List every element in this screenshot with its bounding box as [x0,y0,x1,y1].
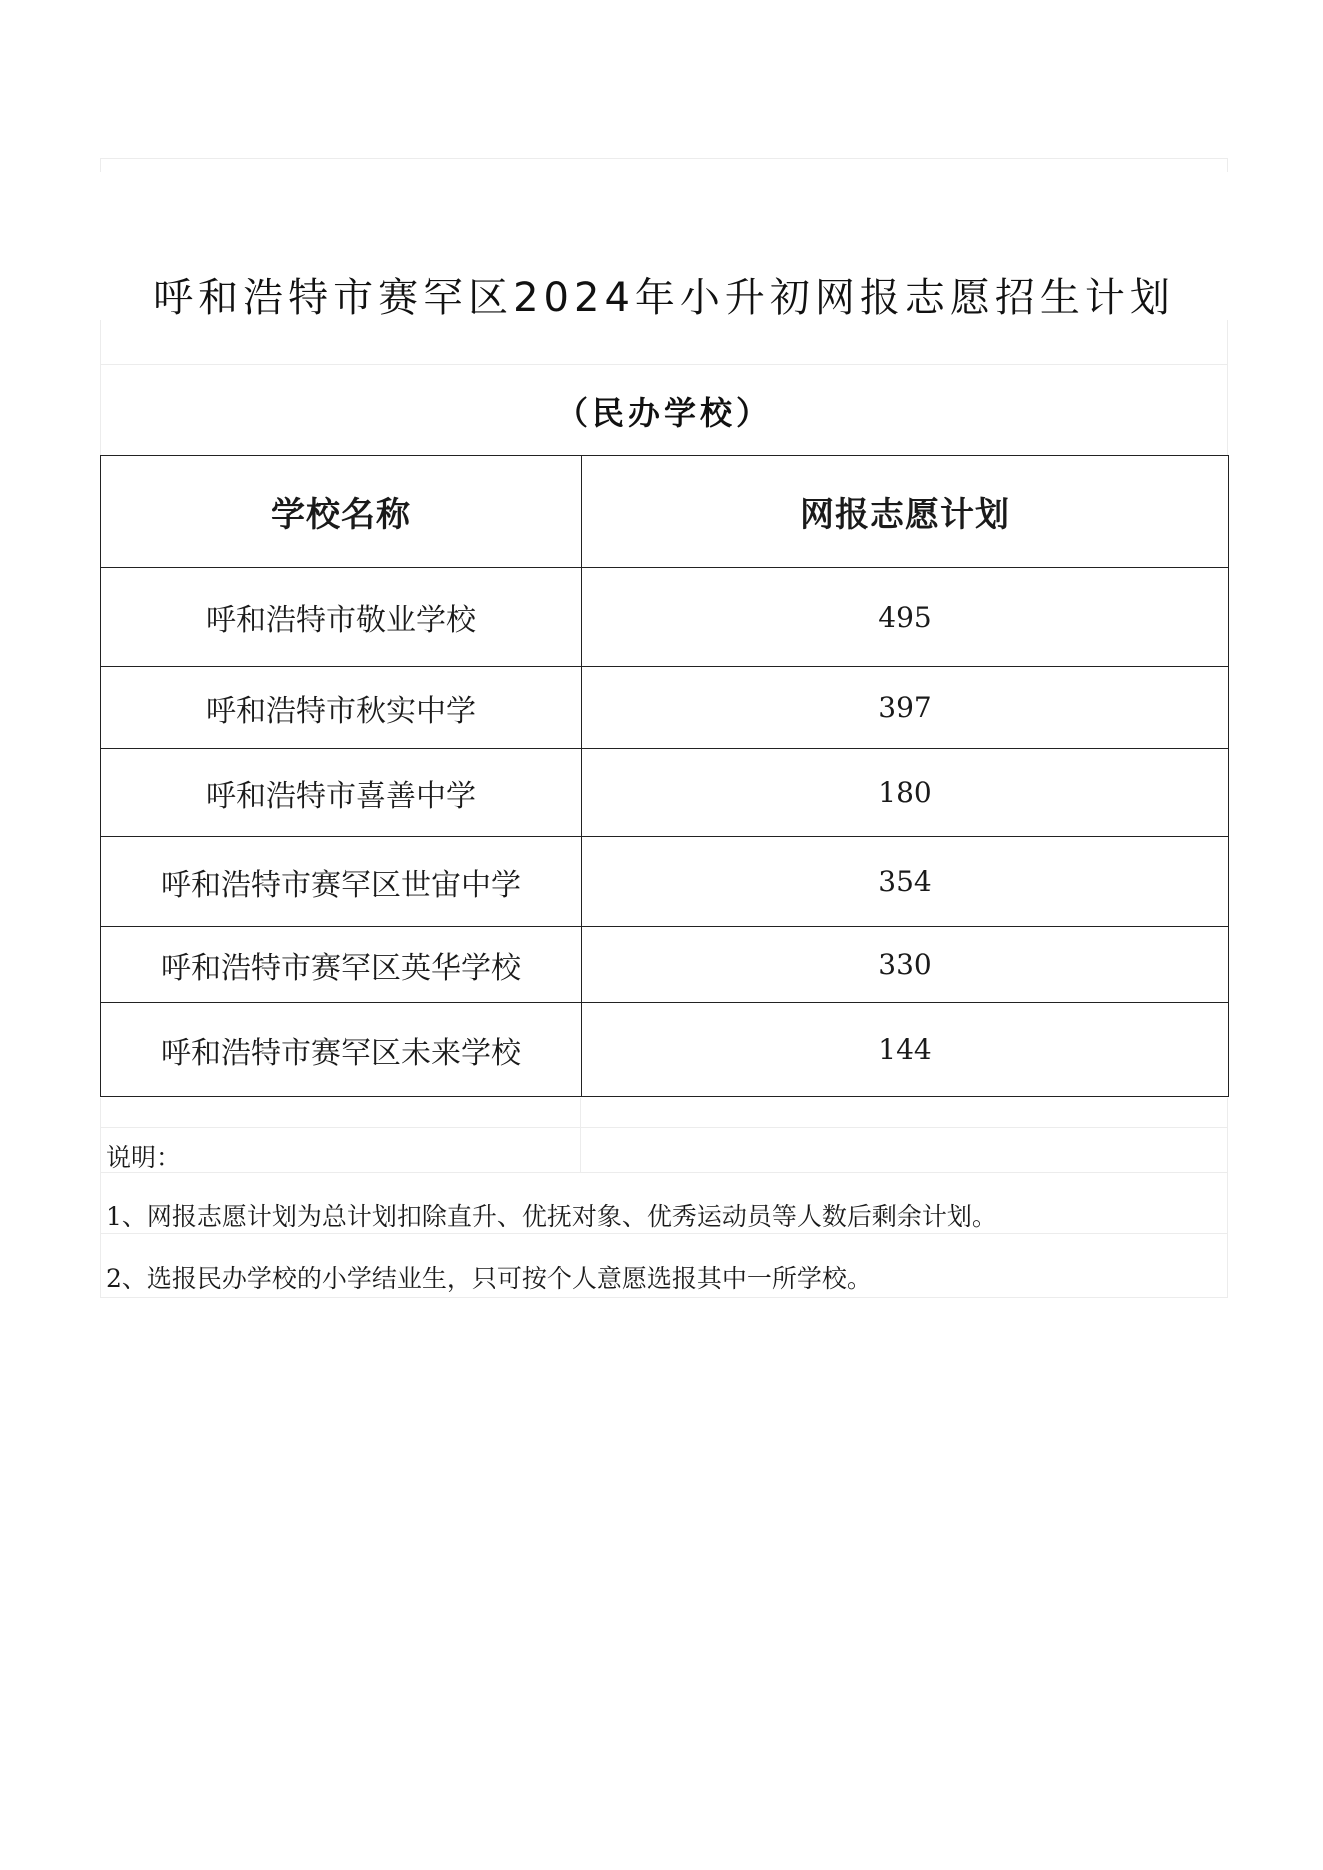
school-name-cell: 呼和浩特市喜善中学 [101,749,582,837]
table-header-row [101,456,1229,568]
document-subtitle: （民办学校） [555,394,772,432]
school-name-cell: 呼和浩特市敬业学校 [101,568,582,667]
grid-line [100,1098,101,1298]
plan-count-cell: 330 [582,927,1229,1003]
grid-line [1227,1098,1228,1298]
school-name-cell: 呼和浩特市赛罕区世宙中学 [101,837,582,927]
table-row [101,749,1229,837]
grid-line [100,364,1228,365]
grid-line [580,1098,581,1172]
table-row [101,667,1229,749]
plan-count-cell: 495 [582,568,1229,667]
grid-line [1227,158,1228,172]
grid-line [100,158,1228,159]
table-row [101,1003,1229,1097]
document-title: 呼和浩特市赛罕区2024年小升初网报志愿招生计划 [153,275,1175,321]
note-item-1: 1、网报志愿计划为总计划扣除直升、优抚对象、优秀运动员等人数后剩余计划。 [106,1202,997,1231]
table-row [101,568,1229,667]
plan-count-cell: 144 [582,1003,1229,1097]
plan-count-cell: 397 [582,667,1229,749]
grid-line [100,1233,1228,1234]
plan-count-cell: 354 [582,837,1229,927]
grid-line [100,1172,1228,1173]
table-row [101,927,1229,1003]
document-sheet [100,158,1228,1298]
grid-line [100,1297,1228,1298]
school-name-cell: 呼和浩特市秋实中学 [101,667,582,749]
table-row [101,837,1229,927]
note-item-2: 2、选报民办学校的小学结业生，只可按个人意愿选报其中一所学校。 [106,1264,872,1293]
notes-heading: 说明： [106,1143,182,1172]
plan-count-cell: 180 [582,749,1229,837]
school-name-cell: 呼和浩特市赛罕区英华学校 [101,927,582,1003]
enrollment-plan-table [100,455,1229,1097]
school-name-cell: 呼和浩特市赛罕区未来学校 [101,1003,582,1097]
grid-line [100,1127,1228,1128]
column-header-school: 学校名称 [101,456,582,568]
grid-line [100,158,101,172]
column-header-plan: 网报志愿计划 [582,456,1229,568]
